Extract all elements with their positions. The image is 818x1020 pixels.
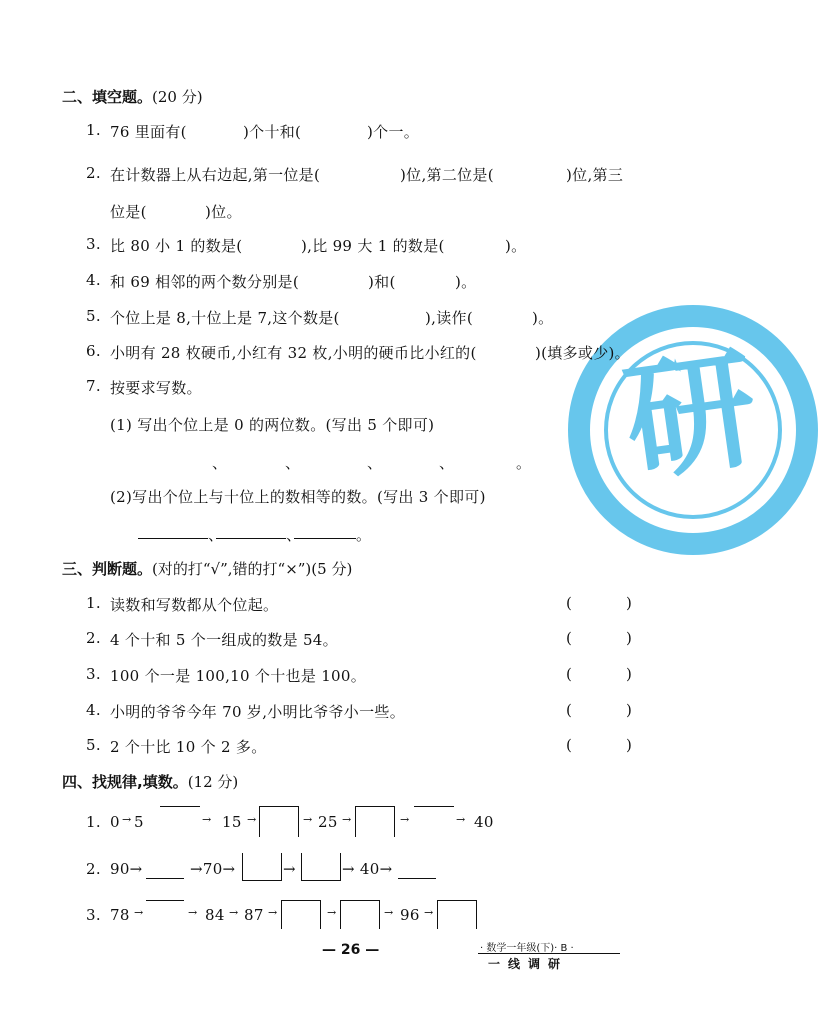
pattern-row3-num: 3. <box>86 906 101 924</box>
page-number: — 26 — <box>322 942 380 958</box>
answer-box[interactable] <box>437 900 477 929</box>
s2-q2-text-d: 位是( <box>110 203 147 221</box>
answer-blank[interactable] <box>160 806 200 807</box>
section2-heading <box>62 86 203 107</box>
s2-q6-text-a: 小明有 28 枚硬币,小红有 32 枚,小明的硬币比小红的( <box>110 344 477 362</box>
section3-points: (5 分) <box>311 560 353 578</box>
judge-item-num: 1. <box>86 594 101 612</box>
arrow-icon: → <box>134 906 144 919</box>
section3-title: 三、判断题。 <box>62 560 153 578</box>
s2-q3-text-a: 比 80 小 1 的数是( <box>110 237 243 255</box>
s2-q7-sub1-sep1: 、 <box>212 454 228 472</box>
answer-box[interactable] <box>355 806 395 837</box>
s2-q7-sub1-sep2: 、 <box>285 454 301 472</box>
pattern-row3-val: 84 <box>205 906 225 924</box>
brand-label: 一线调研 <box>488 957 569 971</box>
section4-points: (12 分) <box>187 773 239 791</box>
arrow-icon: → <box>342 813 352 826</box>
s2-q2-text-c: )位,第三 <box>566 166 624 184</box>
s2-q3-num: 3. <box>86 235 101 253</box>
s2-q6-num: 6. <box>86 342 101 360</box>
pattern-row3-val: 78 <box>110 906 130 924</box>
arrow-icon: → <box>384 906 394 919</box>
answer-box[interactable] <box>340 900 380 929</box>
answer-box[interactable] <box>242 853 282 881</box>
judge-item-text: 100 个一是 100,10 个十也是 100。 <box>110 667 367 685</box>
arrow-icon: → <box>247 813 257 826</box>
footer-divider <box>478 953 620 954</box>
answer-blank[interactable] <box>146 878 184 879</box>
section2-points: (20 分) <box>152 88 203 106</box>
s2-q7-sub1: (1) 写出个位上是 0 的两位数。(写出 5 个即可) <box>110 416 435 434</box>
judge-item-num: 3. <box>86 665 101 683</box>
arrow-icon: → <box>424 906 434 919</box>
judge-item-open[interactable]: ( <box>566 629 573 647</box>
s2-q7-sub1-sep3: 、 <box>367 454 383 472</box>
s2-q4-text-b: )和( <box>368 273 396 291</box>
answer-blank[interactable] <box>398 878 436 879</box>
s2-q1-text-c: )个一。 <box>367 123 420 141</box>
arrow-icon: → <box>327 906 337 919</box>
judge-item-num: 4. <box>86 701 101 719</box>
judge-item-close[interactable]: ) <box>626 665 633 683</box>
judge-item-close[interactable]: ) <box>626 701 633 719</box>
arrow-icon: → <box>188 906 198 919</box>
answer-line[interactable] <box>216 538 286 539</box>
pattern-row1-val: 5 <box>134 813 144 831</box>
s2-q2-text-b: )位,第二位是( <box>400 166 494 184</box>
judge-item-open[interactable]: ( <box>566 594 573 612</box>
arrow-icon: → <box>229 906 239 919</box>
answer-line[interactable] <box>138 538 208 539</box>
judge-item-text: 小明的爷爷今年 70 岁,小明比爷爷小一些。 <box>110 703 405 721</box>
section3-heading <box>62 558 352 579</box>
pattern-row2-val: → 40→ <box>342 860 393 878</box>
arrow-icon: → <box>400 813 410 826</box>
s2-q7-num: 7. <box>86 377 101 395</box>
section4-heading <box>62 771 238 792</box>
s2-q5-num: 5. <box>86 307 101 325</box>
judge-item-text: 2 个十比 10 个 2 多。 <box>110 738 267 756</box>
section4-title: 四、找规律,填数。 <box>62 773 188 791</box>
s2-q7-sub2: (2)写出个位上与十位上的数相等的数。(写出 3 个即可) <box>110 488 486 506</box>
judge-item-num: 5. <box>86 736 101 754</box>
answer-blank[interactable] <box>414 806 454 807</box>
pattern-row2-num: 2. <box>86 860 101 878</box>
judge-item-open[interactable]: ( <box>566 665 573 683</box>
pattern-row1-val: 15 <box>222 813 242 831</box>
s2-q4-text-c: )。 <box>455 273 477 291</box>
pattern-row2-val: → <box>283 860 296 878</box>
s2-q5-text-a: 个位上是 8,十位上是 7,这个数是( <box>110 309 340 327</box>
judge-item-text: 读数和写数都从个位起。 <box>110 596 279 614</box>
arrow-icon: → <box>303 813 313 826</box>
s2-q7-sub1-sep5: 。 <box>516 454 532 472</box>
answer-box[interactable] <box>301 853 341 881</box>
s2-q1-text-a: 76 里面有( <box>110 123 187 141</box>
s2-q6-text-b: )(填多或少)。 <box>535 344 630 362</box>
answer-line[interactable] <box>294 538 356 539</box>
pattern-row1-val: 25 <box>318 813 338 831</box>
s2-q7-sub1-sep4: 、 <box>439 454 455 472</box>
s2-q5-text-b: ),读作( <box>425 309 473 327</box>
s2-q2-text-e: )位。 <box>205 203 242 221</box>
judge-item-close[interactable]: ) <box>626 594 633 612</box>
pattern-row1-val: 40 <box>474 813 494 831</box>
s2-q4-text-a: 和 69 相邻的两个数分别是( <box>110 273 299 291</box>
s2-q7-text: 按要求写数。 <box>110 379 202 397</box>
s2-q4-num: 4. <box>86 271 101 289</box>
pattern-row2-val: →70→ <box>190 860 236 878</box>
judge-item-close[interactable]: ) <box>626 629 633 647</box>
judge-item-close[interactable]: ) <box>626 736 633 754</box>
s2-q7-sub2-sep2: 、 <box>286 526 302 544</box>
pattern-row1-num: 1. <box>86 813 101 831</box>
judge-item-num: 2. <box>86 629 101 647</box>
arrow-icon: → <box>122 813 132 826</box>
section3-instruction: (对的打“√”,错的打“×”) <box>152 560 312 578</box>
judge-item-open[interactable]: ( <box>566 736 573 754</box>
answer-blank[interactable] <box>146 900 184 901</box>
arrow-icon: → <box>268 906 278 919</box>
s2-q5-text-c: )。 <box>532 309 554 327</box>
s2-q7-sub2-sep1: 、 <box>208 526 224 544</box>
answer-box[interactable] <box>259 806 299 837</box>
s2-q2-text-a: 在计数器上从右边起,第一位是( <box>110 166 321 184</box>
s2-q7-sub2-sep3: 。 <box>356 526 372 544</box>
s2-q1-text-b: )个十和( <box>243 123 302 141</box>
s2-q3-text-c: )。 <box>505 237 527 255</box>
pattern-row3-val: 96 <box>400 906 420 924</box>
series-label: · 数学一年级(下)· B · <box>480 943 574 954</box>
pattern-row2-val: 90→ <box>110 860 143 878</box>
answer-box[interactable] <box>281 900 321 929</box>
arrow-icon: → <box>456 813 466 826</box>
section2-title: 二、填空题。 <box>62 88 153 106</box>
s2-q1: 1. <box>86 121 101 139</box>
pattern-row3-val: 87 <box>244 906 264 924</box>
s2-q3-text-b: ),比 99 大 1 的数是( <box>301 237 445 255</box>
judge-item-text: 4 个十和 5 个一组成的数是 54。 <box>110 631 338 649</box>
s2-q2-num: 2. <box>86 164 101 182</box>
judge-item-open[interactable]: ( <box>566 701 573 719</box>
arrow-icon: → <box>202 813 212 826</box>
pattern-row1-val: 0 <box>110 813 120 831</box>
watermark-char: 研 <box>616 331 766 501</box>
